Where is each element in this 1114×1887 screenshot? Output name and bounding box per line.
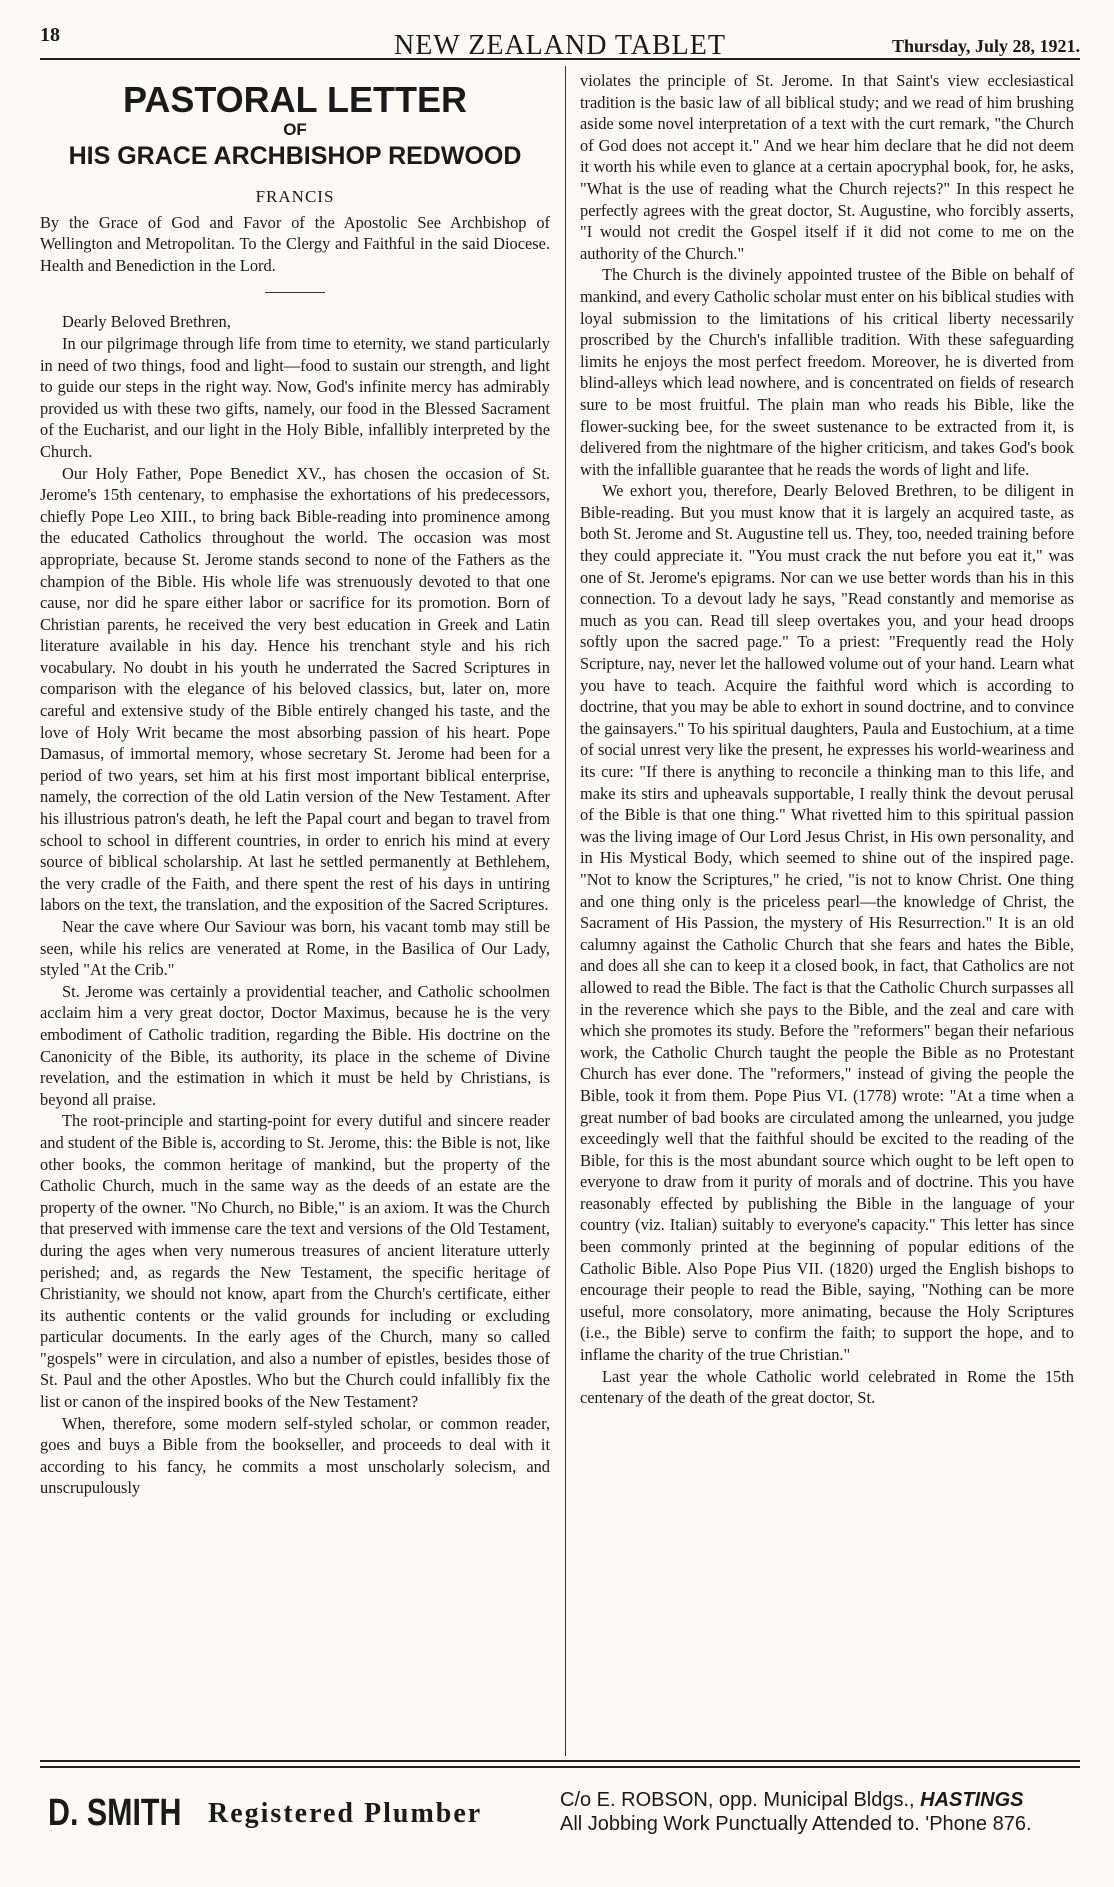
paragraph: In our pilgrimage through life from time to eternity, we stand particularly in need of two things, food and light—food to sustain our strength, and light to guide our steps in the right way. Now, God's infinite mercy has admirably provided us with these two gifts, namely, our food in the Blessed Sacrament of the Eucharist, and our light in the Holy Bible, infallibly interpreted by the Church. — [40, 333, 550, 461]
address-paragraph: By the Grace of God and Favor of the Apostolic See Archbishop of Wellington and Metropolitan. To the Clergy and Faithful in the said Diocese. Health and Benediction in the Lord. — [40, 212, 550, 275]
signer-name: FRANCIS — [255, 187, 335, 206]
advert-address-line2: All Jobbing Work Punctually Attended to. 'Phone 876. — [560, 1813, 1032, 1835]
advert-address-prefix: C/o E. ROBSON, opp. Municipal Bldgs., — [560, 1789, 915, 1811]
right-column — [580, 70, 1074, 1409]
left-column — [40, 70, 550, 1499]
paragraph: Near the cave where Our Saviour was born, his vacant tomb may still be seen, while his relics are venerated at Rome, in the Basilica of Our Lady, styled "At the Crib." — [40, 917, 550, 980]
column-divider — [565, 66, 566, 1756]
paragraph: Our Holy Father, Pope Benedict XV., has chosen the occasion of St. Jerome's 15th centenary, to emphasise the exhortations of his predecessors, chiefly Pope Leo XIII., to bring back Bible-reading into prominence among the educated Catholics throughout the world. The occasion was most appropriate, because St. Jerome stands second to none of the Fathers as the champion of the Bible. His whole life was strenuously devoted to that one cause, nor did he spare either labor or sacrifice for its promotion. Born of Christian parents, he received the very best education in Greek and Latin literature available in his day. Hence his trenchant style and his rich vocabulary. No doubt in his youth he underrated the Sacred Scriptures in comparison with the elegance of his beloved classics, but, later on, more careful and extensive study of the Bible entirely changed his taste, and the love of Holy Writ became the most absorbing passion of his heart. Pope Damasus, of immortal memory, whose secretary St. Jerome had been for a period of two years, set him at his first most important biblical enterprise, namely, the correction of the old Latin version of the New Testament. After his illustrious patron's death, he left the Papal court and began to travel from school to school in different countries, in order to enrich his mind at every source of biblical scholarship. At last he settled permanently at Bethlehem, the very cradle of the Faith, and there spent the rest of his days in untiring labors on the text, the translation, and the exposition of the Sacred Scriptures. — [40, 463, 550, 915]
advert-trade: Registered Plumber — [208, 1798, 483, 1829]
masthead: NEW ZEALAND TABLET — [393, 30, 726, 61]
advert-name: D. SMITH — [48, 1792, 182, 1834]
article-subtitle: HIS GRACE ARCHBISHOP REDWOOD — [68, 142, 522, 170]
footer-rule-second — [40, 1766, 1080, 1768]
paragraph: The root-principle and starting-point for every dutiful and sincere reader and student of the Bible is, according to St. Jerome, this: the Bible is not, like other books, the common heritage of mankind, but the property of the Catholic Church, much in the same way as the deeds of an estate are the property of the owner. "No Church, no Bible," is an axiom. It was the Church that preserved with immense care the text and versions of the Old Testament, during the ages when very numerous treasures of ancient literature utterly perished; and, as regards the New Testament, the specific heritage of Christianity, we should not know, apart from the Church's certificate, either its authentic contents or the valid grounds for including or excluding particular documents. In the early ages of the Church, many so called "gospels" were in circulation, and also a number of epistles, besides those of St. Paul and the other Apostles. Who but the Church could infallibly fix the list or canon of the inspired books of the New Testament? — [40, 1111, 550, 1412]
advertisement — [40, 1780, 1080, 1850]
paragraph: St. Jerome was certainly a providential teacher, and Catholic schoolmen acclaim him a very great doctor, Doctor Maximus, because he is the very embodiment of Catholic tradition, regarding the Bible. His doctrine on the Canonicity of the Bible, its authority, its place in the scheme of Divine revelation, and the estimation in which it must be held by Christians, is beyond all praise. — [40, 981, 550, 1109]
page-header — [40, 22, 1080, 62]
header-rule — [40, 58, 1080, 60]
article-title-of: OF — [283, 120, 307, 139]
paragraph: We exhort you, therefore, Dearly Beloved Brethren, to be diligent in Bible-reading. But you must know that it is largely an acquired taste, as both St. Jerome and St. Augustine tell us. They, too, needed training before they could appreciate it. "You must crack the nut before you eat it," was one of St. Jerome's epigrams. Nor can we use better words than his in this connection. To a devout lady he says, "Read constantly and memorise as much as you can. Read till sleep overtakes you, and your head droops softly upon the sacred page." To a priest: "Frequently read the Holy Scripture, nay, never let the hallowed volume out of your hand. Learn what you have to teach. Acquire the faithful word which is according to doctrine, that you may be able to exhort in sound doctrine, and to convince the gainsayers." To his spiritual daughters, Paula and Eustochium, at a time of social unrest very like the present, he expresses his world-weariness and its cure: "If there is anything to reconcile a thinking man to this life, and make its stirs and upheavals supportable, I really think the devout perusal of the Bible is that one thing." What rivetted him to this spiritual passion was the living image of Our Lord Jesus Christ, in His own personality, and in His Mystical Body, which seemed to shine out of the inspired page. "Not to know the Scriptures," he cried, "is not to know Christ. One thing and one thing only is the priceless pearl—the knowledge of Christ, the Sacrament of His Passion, the mystery of His Resurrection." It is an old calumny against the Catholic Church that she fears and hates the Bible, and does all she can to keep it a closed book, in fact, that Catholics are not allowed to read the Bible. The fact is that the Catholic Church surpasses all in the reverence which she pays to the Bible, and the zeal and care with which she promotes its study. Before the "reformers" began their nefarious work, the Catholic Church taught the people the Bible as no Protestant Church has ever done. The "reformers," instead of giving the people the Bible, took it from them. Pope Pius VI. (1778) wrote: "At a time when a great number of bad books are circulated among the unlearned, you judge exceedingly well that the faithful should be excited to the reading of the Bible, for this is the most abundant source which ought to be left open to everyone to draw from it purity of morals and of doctrine. This you have reasonably effected by publishing the Bible in the language of your country (viz. Italian) suitably to everyone's capacity." This letter has since been commonly printed at the beginning of popular editions of the Catholic Bible. Also Pope Pius VII. (1820) urged the English bishops to encourage their people to read the Bible, saying, "Nothing can be more useful, more consolatory, more animating, because the Holy Scriptures (i.e., the Bible) serve to confirm the faith; to support the hope, and to inflame the charity of the true Christian." — [580, 481, 1074, 1365]
dateline: Thursday, July 28, 1921. — [891, 36, 1080, 56]
footer-rule — [40, 1760, 1080, 1762]
paragraph: violates the principle of St. Jerome. In that Saint's view ecclesiastical tradition is the basic law of all biblical study; and we read of him brushing aside some novel interpretation of a text with the curt remark, "the Church of God does not accept it." And we hear him declare that he did not deem it worth his while even to glance at a certain apocryphal book, for, he asks, "What is the use of reading what the Church rejects?" In this respect he perfectly agrees with the great doctor, St. Augustine, who forcibly asserts, "I would not credit the Gospel itself if it did not come to me on the authority of the Church." — [580, 71, 1074, 263]
advert-city: HASTINGS — [920, 1789, 1024, 1811]
advert-address — [560, 1788, 1032, 1836]
paragraph: The Church is the divinely appointed trustee of the Bible on behalf of mankind, and every Catholic scholar must enter on his biblical studies with loyal submission to the limitations of his critical liberty necessarily proscribed by the Church's infallible tradition. With these safeguarding limits he enjoys the most perfect freedom. Moreover, he is diverted from blind-alleys which lead nowhere, and is concentrated on fields of research sure to be most fruitful. The plain man who reads his Bible, like the flower-sucking bee, for the sweet sustenance to be extracted from it, is delivered from the nightmare of the higher criticism, and takes God's book with the infallible guarantee that he reads the words of light and life. — [580, 265, 1074, 479]
page-number: 18 — [40, 24, 60, 46]
paragraph: Last year the whole Catholic world celebrated in Rome the 15th centenary of the death of the great doctor, St. — [580, 1366, 1074, 1408]
salutation: Dearly Beloved Brethren, — [62, 312, 231, 332]
paragraph: When, therefore, some modern self-styled scholar, or common reader, goes and buys a Bible from the bookseller, and proceeds to deal with it according to his fancy, he commits a most unscholarly solecism, and unscrupulously — [40, 1413, 550, 1498]
article-title: PASTORAL LETTER — [122, 79, 468, 120]
section-rule — [265, 292, 325, 293]
